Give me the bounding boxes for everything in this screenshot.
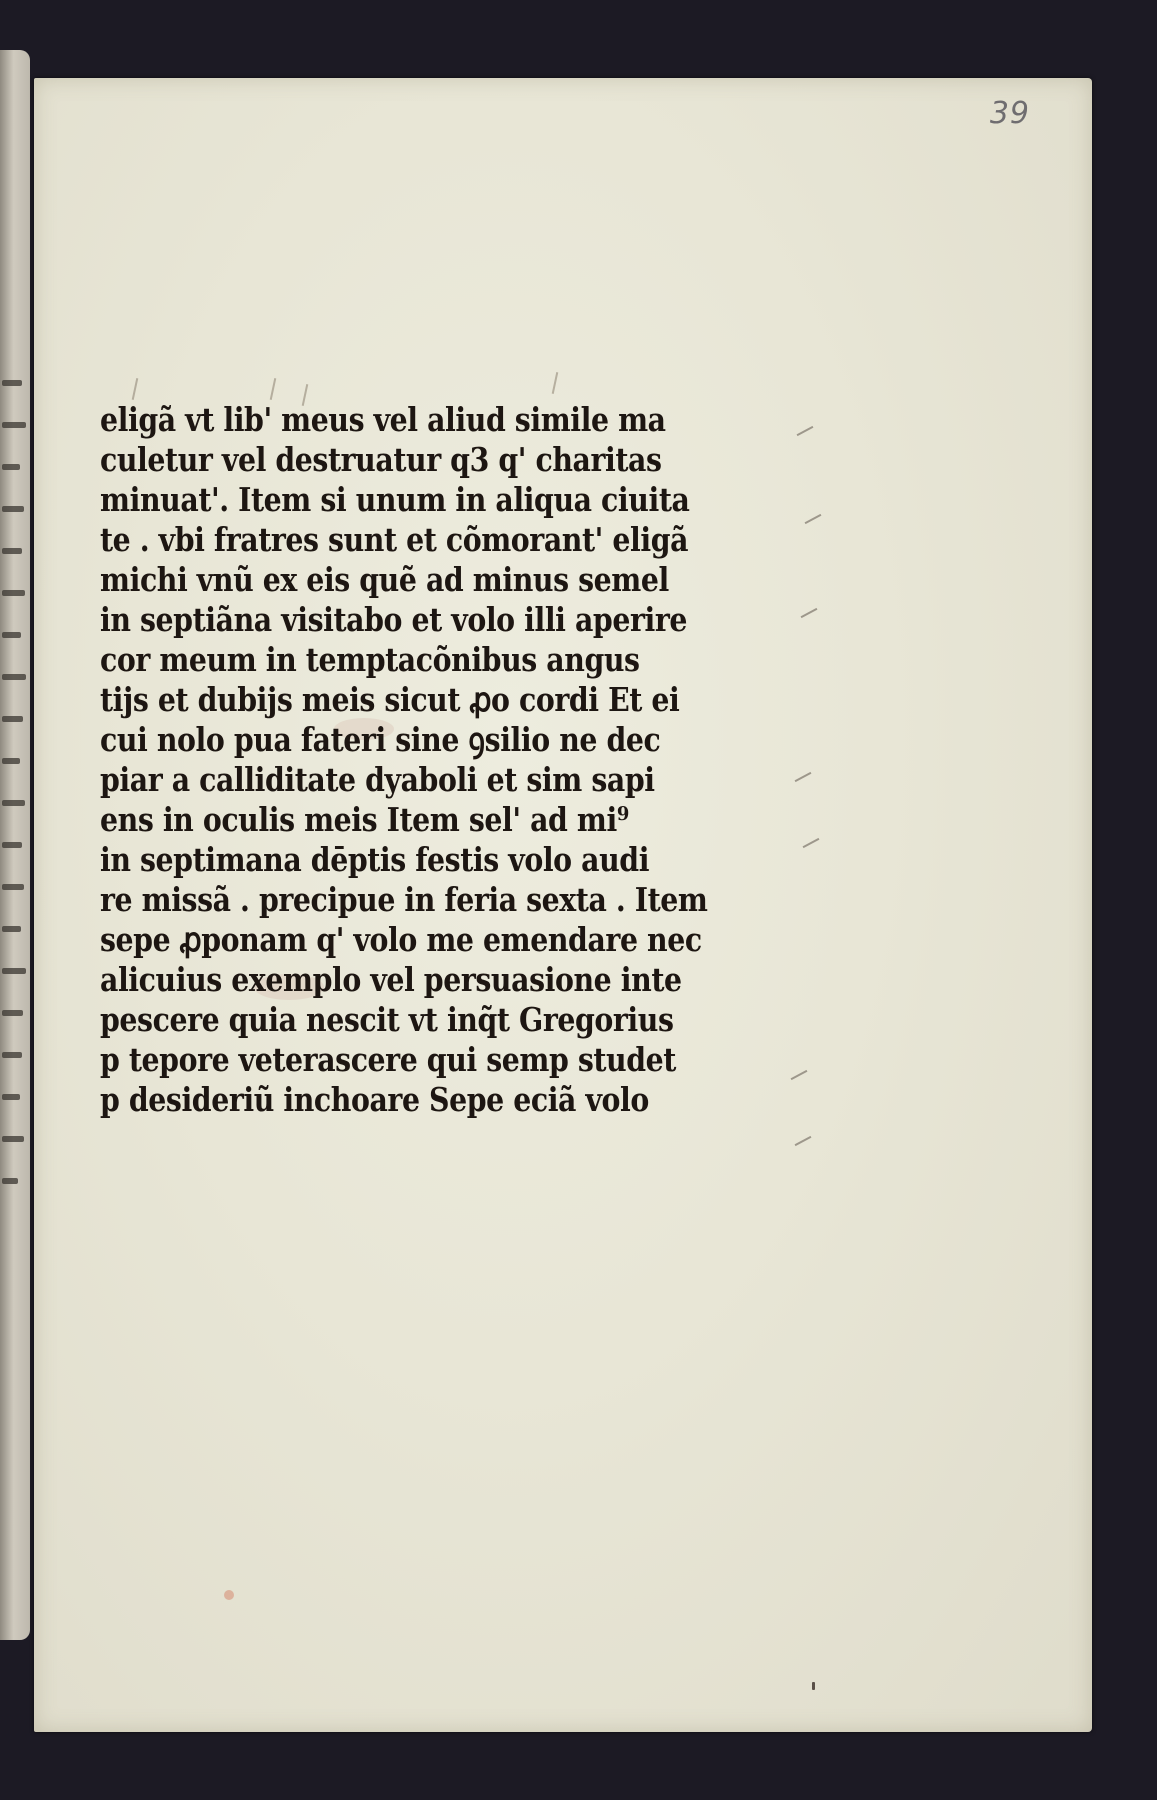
manuscript-line: re missã . precipue in feria sexta . Item: [100, 880, 708, 919]
manuscript-line: in septimana dēptis festis volo audi: [100, 840, 650, 879]
manuscript-line: p tepore veterascere qui semp studet: [100, 1040, 676, 1079]
manuscript-line: culetur vel destruatur q3 q' charitas: [100, 440, 662, 479]
manuscript-line: pescere quia nescit vt inq̃t Gregorius: [100, 1000, 674, 1039]
manuscript-line: alicuius exemplo vel persuasione inte: [100, 960, 682, 999]
ruling-mark: [270, 378, 277, 400]
ruling-mark: [132, 378, 139, 400]
manuscript-line: michi vnũ ex eis quẽ ad minus semel: [100, 560, 669, 599]
manuscript-line: ens in oculis meis Item sel' ad mi⁹: [100, 800, 629, 839]
manuscript-line: p desideriũ inchoare Sepe eciã volo: [100, 1080, 649, 1119]
manuscript-line: cui nolo pua fateri sine ꝯsilio ne dec: [100, 720, 661, 759]
parchment-spot: [224, 1590, 234, 1600]
ink-speck: [812, 1682, 815, 1690]
manuscript-line: cor meum in temptacõnibus angus: [100, 640, 640, 679]
ruling-mark: [552, 372, 559, 394]
manuscript-line: eligã vt lib' meus vel aliud simile ma: [100, 400, 666, 439]
adjacent-leaf-edge: [0, 50, 30, 1640]
manuscript-line: sepe ꝓponam q' volo me emendare nec: [100, 920, 702, 959]
manuscript-line: in septiãna visitabo et volo illi aperire: [100, 600, 688, 639]
manuscript-page: [34, 78, 1092, 1732]
margin-slash-mark: [795, 1136, 812, 1146]
manuscript-text-block: [100, 400, 820, 1120]
manuscript-line: piar a calliditate dyaboli et sim sapi: [100, 760, 655, 799]
manuscript-line: te . vbi fratres sunt et cõmorant' eligã: [100, 520, 689, 559]
manuscript-line: minuat'. Item si unum in aliqua ciuita: [100, 480, 690, 519]
manuscript-line: tijs et dubijs meis sicut ꝓo cordi Et ei: [100, 680, 680, 719]
folio-number: 39: [989, 96, 1030, 131]
